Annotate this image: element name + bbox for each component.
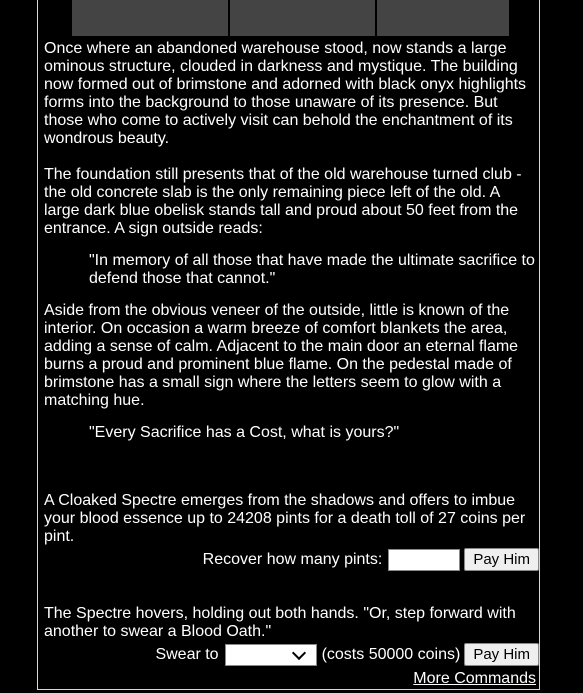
intro-paragraph-1: Once where an abandoned warehouse stood, now stands a large ominous structure, clouded in darkness and mystique. The building now formed out of brimstone and adorned with black onyx highlights forms into the background to those unaware of its presence. But those who come to actively visit can behold the enchantment of its wondrous beauty. [44,40,527,147]
intro-paragraph-3: Aside from the obvious veneer of the outside, little is known of the interior. On occasion a warm breeze of comfort blankets the area, adding a sense of calm. Adjacent to the main door an eternal flame burns a proud and prominent blue flame. On the pedestal made of brimstone has a small sign where the letters seem to glow with a matching hue. [44,302,519,409]
blood-oath-text: The Spectre hovers, holding out both hands. "Or, step forward with another to swear a Blood Oath." [44,605,516,640]
intro-paragraph-2: The foundation still presents that of the old warehouse turned club - the old concrete slab is the only remaining piece left of the old. A large dark blue obelisk stands tall and proud about 50 feet from the entrance. A sign outside reads: [44,166,522,237]
swear-to-select[interactable] [225,644,317,666]
top-tab-bar [72,0,509,36]
top-tab-3[interactable] [377,0,509,36]
top-tab-2[interactable] [230,0,377,36]
spectre-offer-text: A Cloaked Spectre emerges from the shadows and offers to imbue your blood essence up to 24208 pints for a death toll of 27 coins per pint. [44,492,526,545]
more-commands-link[interactable]: More Commands [413,670,536,687]
recover-pints-label: Recover how many pints: [202,550,383,568]
swear-to-label: Swear to [155,645,219,663]
oath-cost-text: (costs 50000 coins) [321,645,461,663]
pay-him-recover-button[interactable]: Pay Him [464,548,539,571]
main-content [44,40,538,688]
memorial-quote: "In memory of all those that have made the ultimate sacrifice to defend those that cannot." [89,252,535,287]
blood-oath-row [44,643,539,666]
recover-pints-input[interactable] [388,549,460,571]
chevron-down-icon [292,645,306,659]
pay-him-oath-button[interactable]: Pay Him [464,643,539,666]
sacrifice-quote: "Every Sacrifice has a Cost, what is yours?" [89,424,400,441]
top-tab-1[interactable] [72,0,230,36]
recover-pints-row [44,548,539,571]
